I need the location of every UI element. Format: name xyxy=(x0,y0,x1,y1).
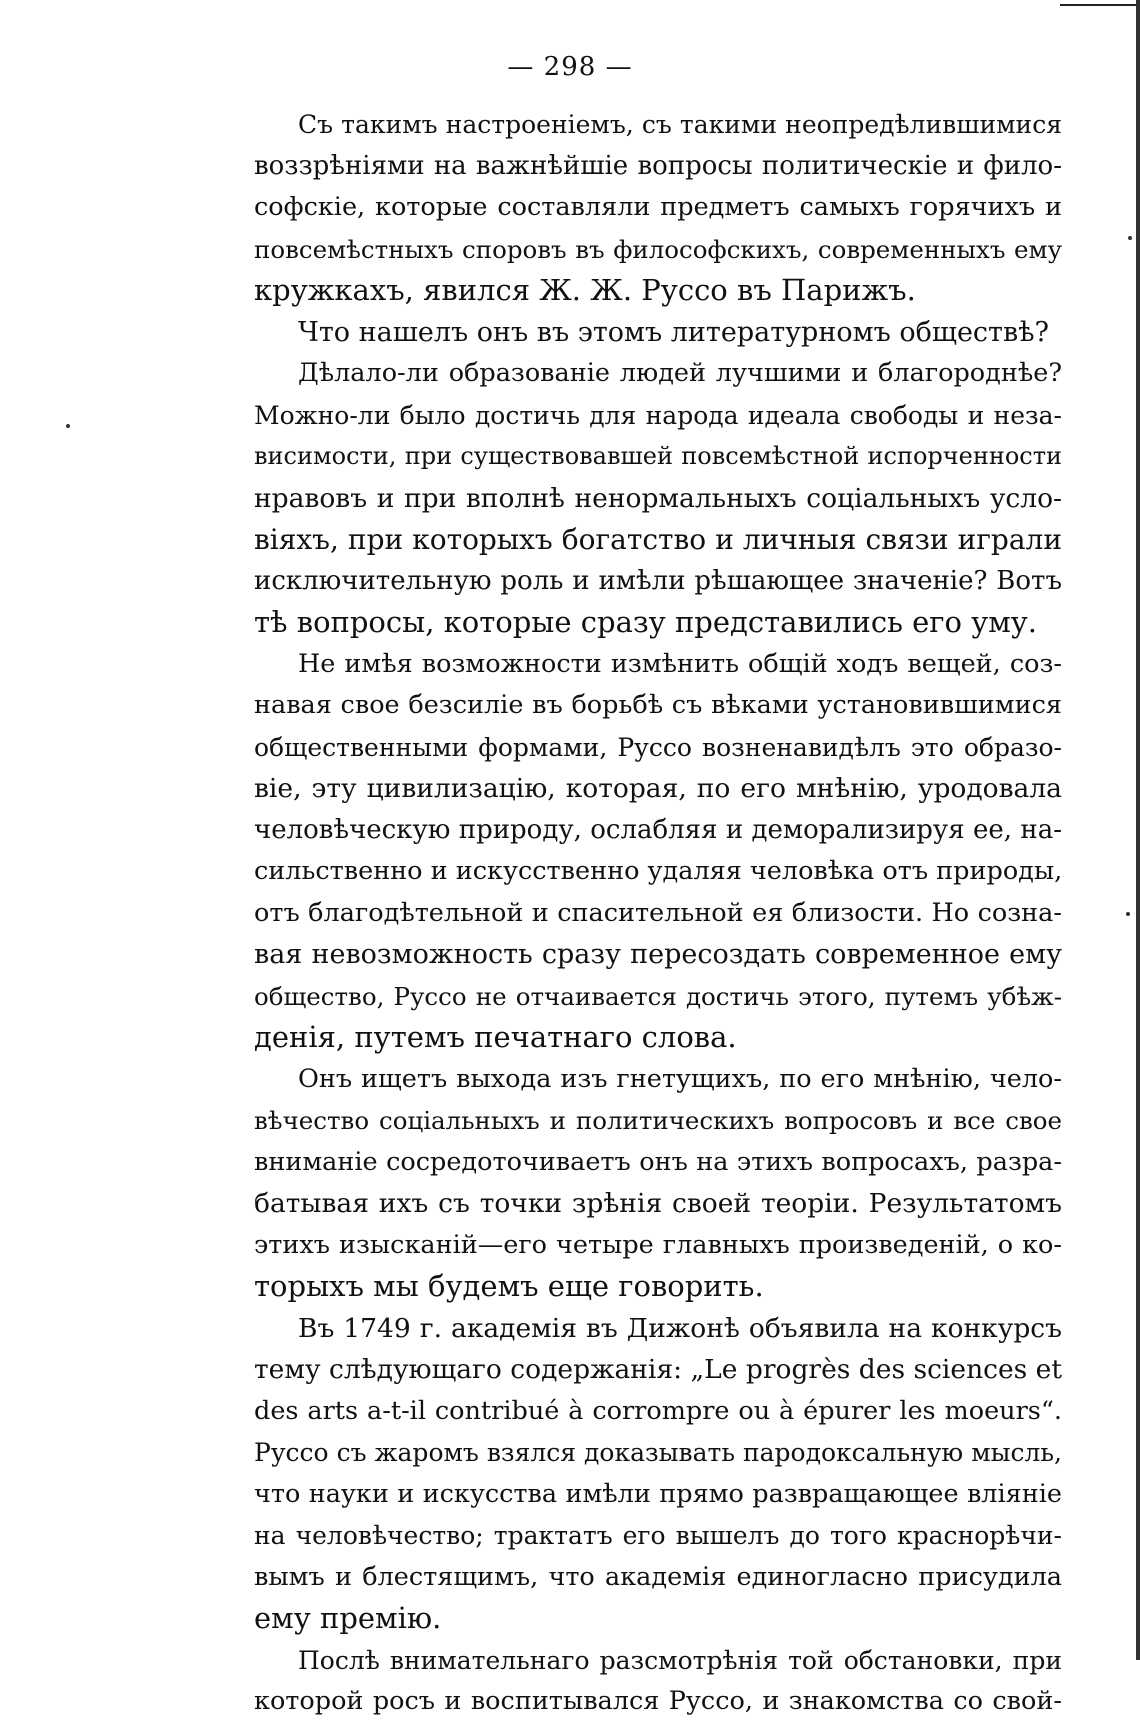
paragraph-4 xyxy=(254,644,1062,1059)
paragraph-7 xyxy=(254,1640,1062,1723)
text-line: батывая ихъ съ точки зрѣнія своей теоріи. Результатомъ xyxy=(254,1188,1062,1219)
text-line: исключительную роль и имѣли рѣшающее значеніе? Вотъ xyxy=(254,565,1062,596)
text-line: что науки и искусства имѣли прямо развращающее вліяніе xyxy=(254,1478,1062,1509)
text-line: общественными формами, Руссо возненавидѣлъ это образо- xyxy=(254,732,1062,762)
text-line: на человѣчество; трактатъ его вышелъ до того краснорѣчи- xyxy=(254,1521,1062,1550)
text-line: кружкахъ, явился Ж. Ж. Руссо въ Парижъ. xyxy=(254,273,916,307)
text-line: навая свое безсиліе въ борьбѣ съ вѣками установившимися xyxy=(254,690,1062,720)
text-line: воззрѣніями на важнѣйшіе вопросы политическіе и фило- xyxy=(254,150,1062,181)
paragraph-5 xyxy=(254,1059,1062,1308)
page-right-edge xyxy=(1136,0,1140,1660)
text-line: денія, путемъ печатнаго слова. xyxy=(254,1020,737,1054)
text-line: Не имѣя возможности измѣнить общій ходъ вещей, соз- xyxy=(298,648,1062,679)
body-text xyxy=(254,104,1062,1723)
text-line: вѣчество соціальныхъ и политическихъ вопросовъ и все свое xyxy=(254,1106,1062,1135)
text-line: сильственно и искусственно удаляя человѣка отъ природы, xyxy=(254,856,1063,886)
text-line: ему премію. xyxy=(254,1601,442,1635)
text-line: вымъ и блестящимъ, что академія единогласно присудила xyxy=(254,1561,1062,1592)
text-line: тѣ вопросы, которые сразу представились его уму. xyxy=(254,605,1038,639)
text-line: Можно-ли было достичь для народа идеала свободы и неза- xyxy=(254,400,1062,430)
text-line: софскіе, которые составляли предметъ самыхъ горячихъ и xyxy=(254,192,1062,222)
text-line: человѣческую природу, ослабляя и деморализируя ее, на- xyxy=(254,814,1062,845)
scan-speck xyxy=(1126,912,1130,916)
text-line: Дѣлало-ли образованіе людей лучшими и благороднѣе? xyxy=(298,358,1062,388)
text-line: Что нашелъ онъ въ этомъ литературномъ обществѣ? xyxy=(298,316,1049,348)
text-line: повсемѣстныхъ споровъ въ философскихъ, современныхъ ему xyxy=(254,234,1062,264)
page-number: — 298 — xyxy=(507,52,633,82)
top-edge-rule xyxy=(1060,4,1140,6)
text-line: вниманіе сосредоточиваетъ онъ на этихъ вопросахъ, разра- xyxy=(254,1146,1062,1177)
scan-speck xyxy=(66,424,70,428)
text-line: отъ благодѣтельной и спасительной ея близости. Но созна- xyxy=(254,897,1062,928)
text-line: торыхъ мы будемъ еще говорить. xyxy=(254,1269,764,1303)
paragraph-6 xyxy=(254,1308,1062,1640)
text-line: Руссо съ жаромъ взялся доказывать пародоксальную мысль, xyxy=(254,1438,1062,1467)
text-line: этихъ изысканій—его четыре главныхъ произведеній, о ко- xyxy=(254,1229,1062,1260)
text-line: вая невозможность сразу пересоздать современное ему xyxy=(254,939,1062,970)
scan-speck xyxy=(1128,236,1132,240)
text-line: Онъ ищетъ выхода изъ гнетущихъ, по его мнѣнію, чело- xyxy=(298,1063,1062,1094)
text-line: Въ 1749 г. академія въ Дижонѣ объявила на конкурсъ xyxy=(298,1312,1062,1344)
text-line: тему слѣдующаго содержанія: „Le progrès des sciences et xyxy=(254,1354,1063,1385)
text-line: висимости, при существовавшей повсемѣстной испорченности xyxy=(254,442,1062,470)
text-line: Послѣ внимательнаго разсмотрѣнія той обстановки, при xyxy=(298,1645,1062,1675)
paragraph-1 xyxy=(254,104,1062,312)
text-line: общество, Руссо не отчаивается достичь этого, путемъ убѣж- xyxy=(254,981,1062,1011)
text-line: віе, эту цивилизацію, которая, по его мнѣнію, уродовала xyxy=(254,773,1062,804)
text-line: des arts a-t-il contribué à corrompre ou à épurer les moeurs“. xyxy=(254,1395,1062,1426)
text-line: которой росъ и воспитывался Руссо, и знакомства со свой- xyxy=(254,1686,1062,1716)
text-line: віяхъ, при которыхъ богатство и личныя связи играли xyxy=(254,523,1062,556)
text-line: нравовъ и при вполнѣ ненормальныхъ соціальныхъ усло- xyxy=(254,482,1062,514)
paragraph-2 xyxy=(254,312,1062,354)
text-line: Съ такимъ настроеніемъ, съ такими неопредѣлившимися xyxy=(298,110,1062,139)
paragraph-3 xyxy=(254,353,1062,644)
